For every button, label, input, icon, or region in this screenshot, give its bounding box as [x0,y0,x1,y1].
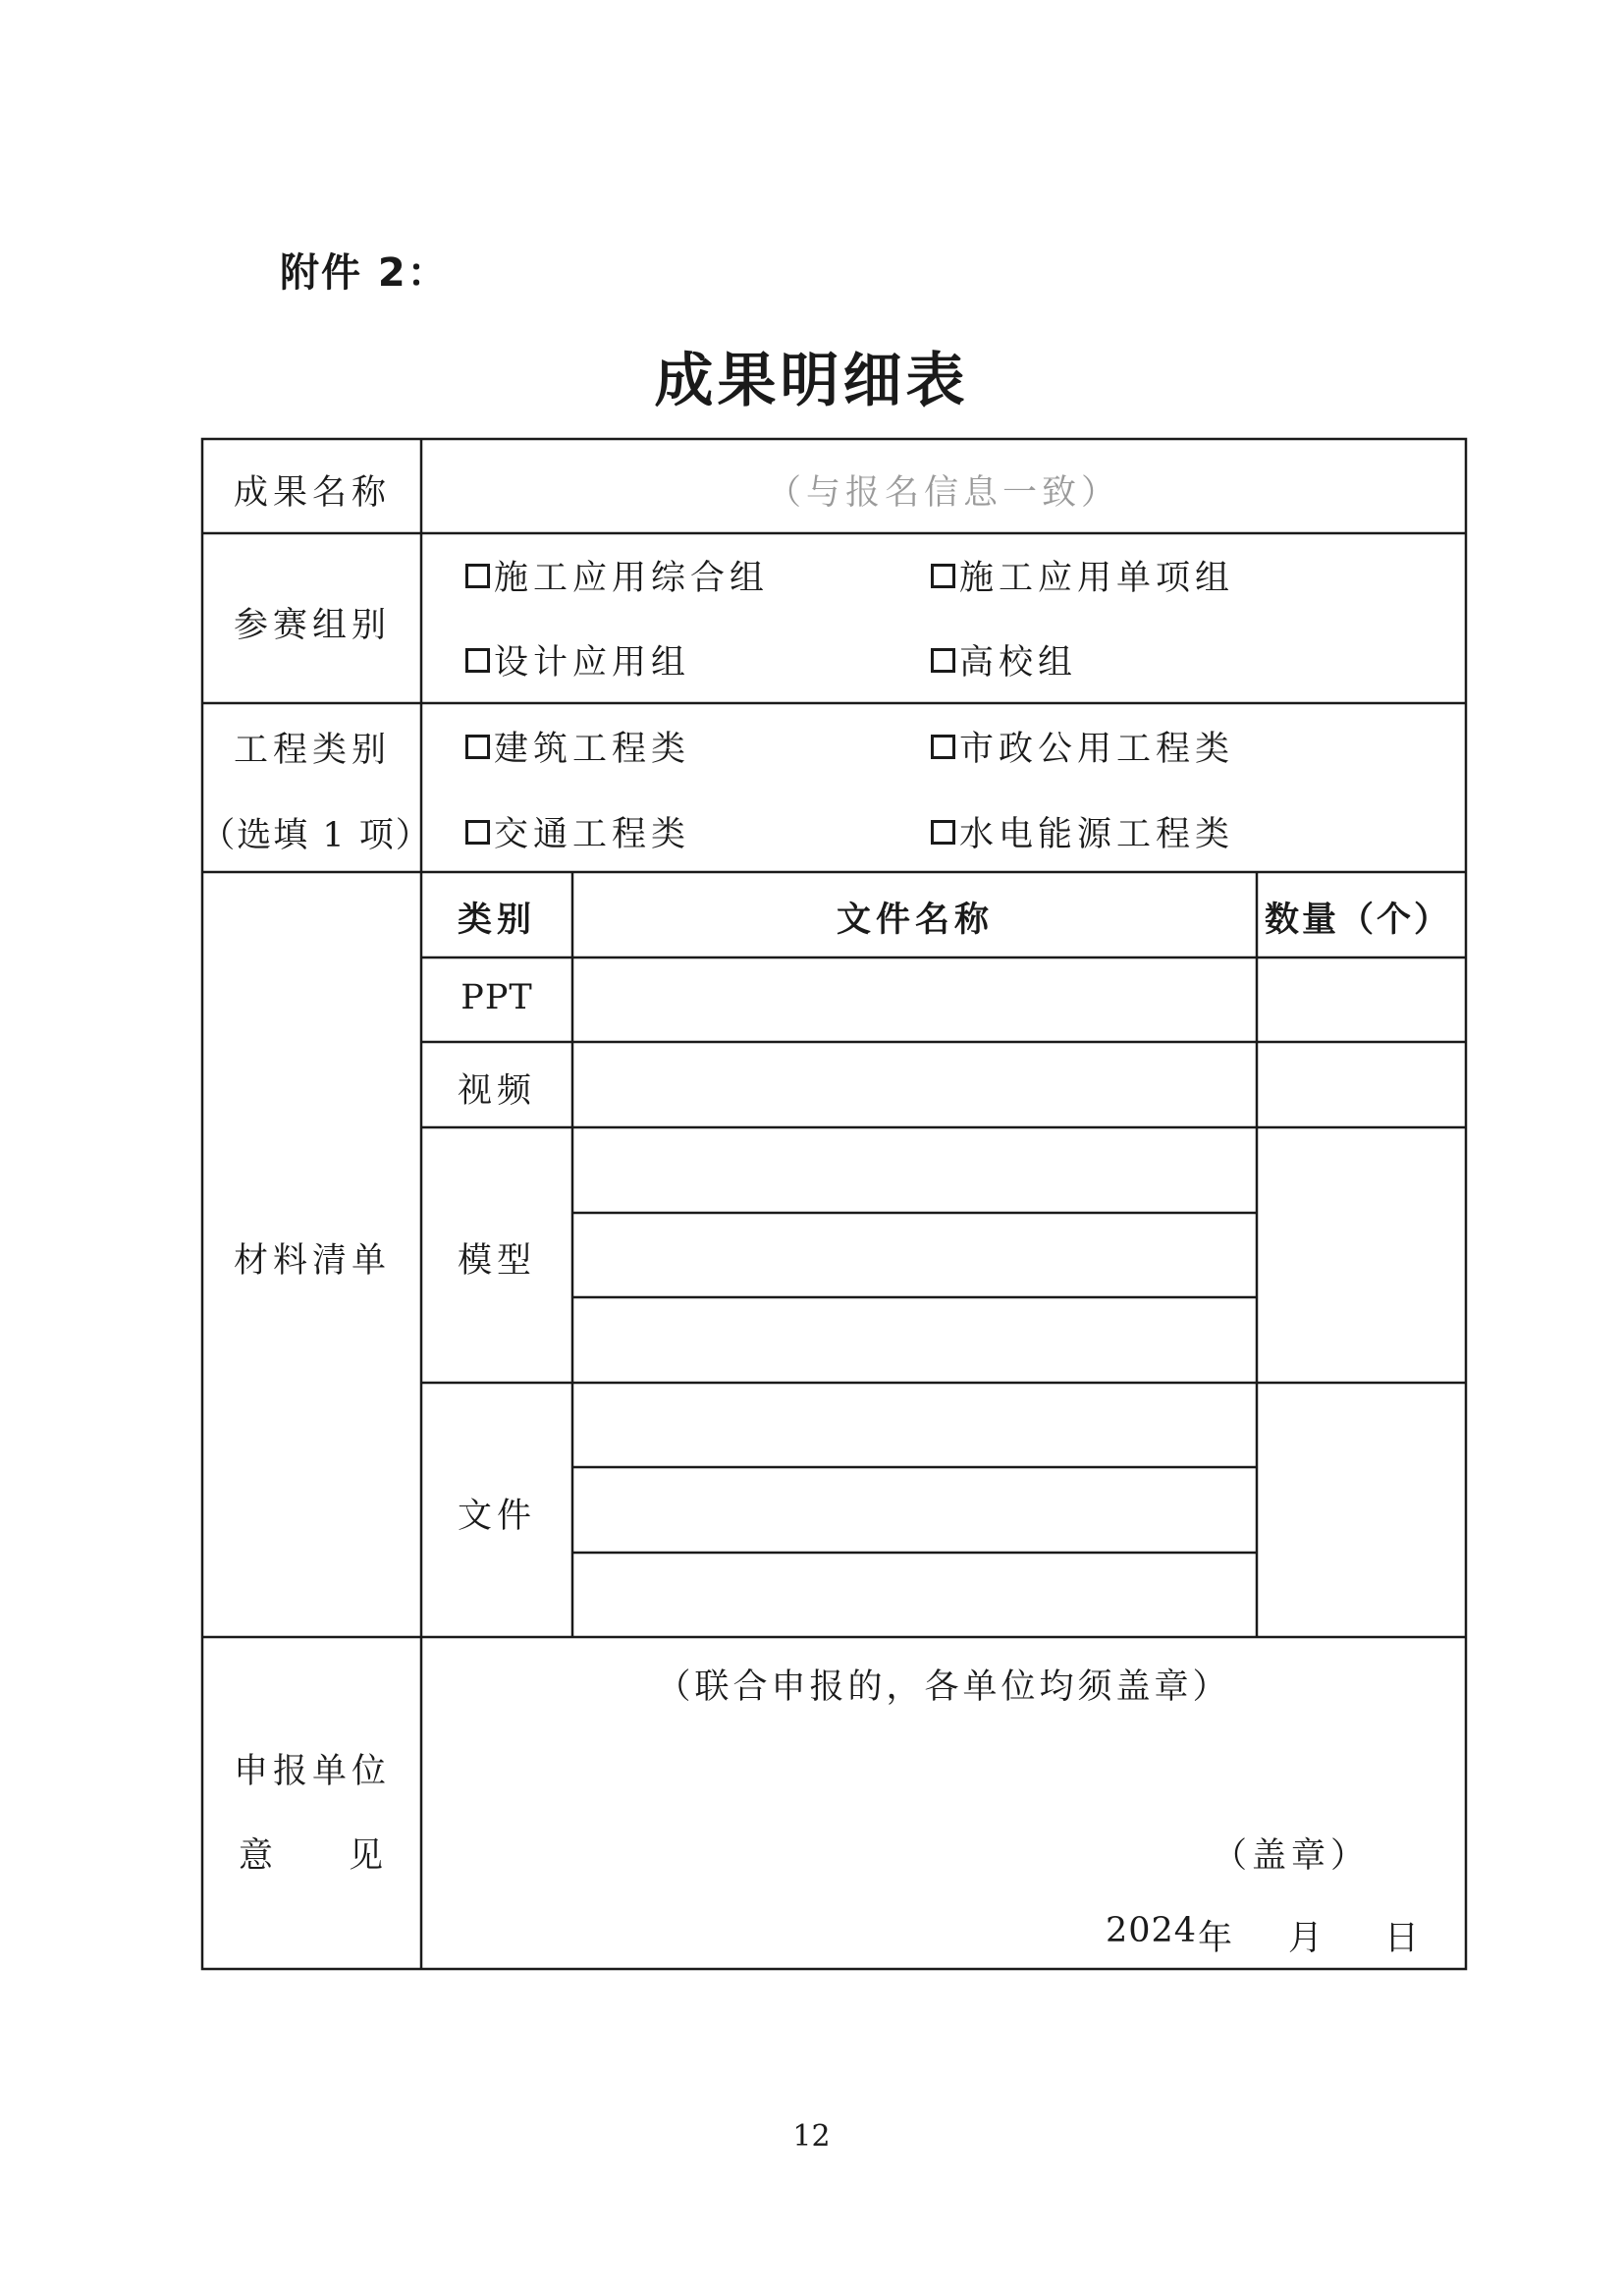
category-option-2[interactable]: 市政公用工程类 [931,722,1234,771]
checkbox-icon[interactable] [931,648,955,673]
name-label: 成果名称 [233,473,392,513]
opinion-note: （联合申报的，各单位均须盖章） [656,1667,1231,1707]
opinion-label-char-2: 见 [349,1836,389,1876]
type-file: 文件 [457,1497,537,1536]
date-month-unit: 月 [1288,1919,1328,1958]
date-day-unit: 日 [1384,1919,1425,1958]
checkbox-icon[interactable] [931,735,955,759]
group-option-4[interactable]: 高校组 [931,635,1077,684]
materials-label: 材料清单 [233,1241,392,1281]
group-option-2[interactable]: 施工应用单项组 [931,551,1234,600]
category-option-4[interactable]: 水电能源工程类 [931,807,1234,856]
type-model: 模型 [457,1241,537,1281]
category-option-3[interactable]: 交通工程类 [465,807,690,856]
date-year-unit: 年 [1198,1919,1238,1958]
page-number: 12 [792,2119,831,2154]
checkbox-icon[interactable] [931,820,955,845]
type-video: 视频 [457,1071,537,1111]
name-hint: （与报名信息一致） [766,473,1121,513]
stamp-label: （盖章） [1213,1836,1371,1876]
date-year: 2024 [1106,1911,1198,1950]
checkbox-icon[interactable] [465,820,490,845]
header-count: 数量（个） [1264,901,1452,940]
group-option-3[interactable]: 设计应用组 [465,635,690,684]
opinion-label-char-1: 意 [239,1836,279,1876]
checkbox-icon[interactable] [465,564,490,588]
opinion-label: 申报单位 [233,1752,392,1791]
group-option-1[interactable]: 施工应用综合组 [465,551,769,600]
header-filename: 文件名称 [836,901,995,940]
checkbox-icon[interactable] [931,564,955,588]
type-ppt: PPT [460,978,533,1017]
checkbox-icon[interactable] [465,648,490,673]
attachment-label: 附件 2： [280,250,449,296]
checkbox-icon[interactable] [465,735,490,759]
group-label: 参赛组别 [233,606,392,645]
header-type: 类别 [457,901,537,940]
page-title: 成果明细表 [654,347,969,415]
category-option-1[interactable]: 建筑工程类 [465,722,690,771]
category-label: 工程类别 [233,731,392,770]
category-label-note: （选填 1 项） [200,816,432,855]
